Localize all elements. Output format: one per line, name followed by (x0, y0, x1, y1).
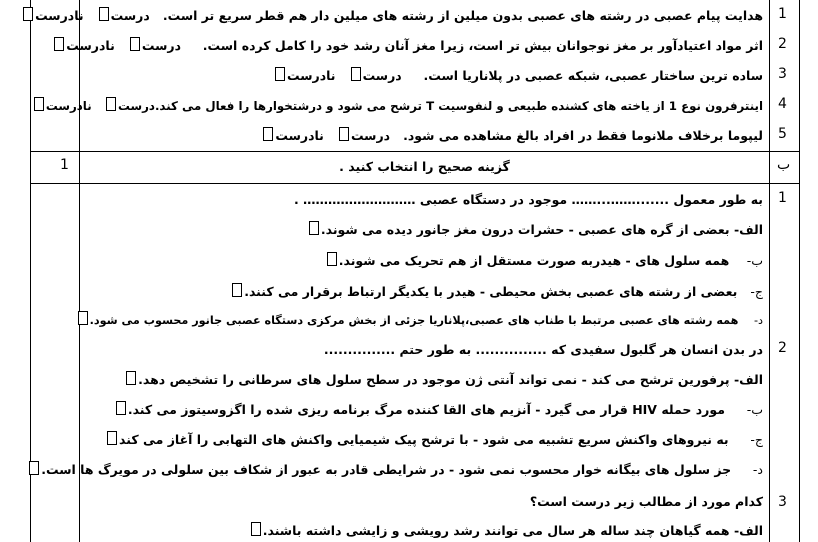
true-label: درست (141, 38, 182, 53)
question-stem: در بدن انسان هر گلبول سفیدی که ............... به طور حتم ............... (323, 342, 763, 357)
option-letter: ج- (750, 432, 763, 447)
false-label: نادرست (286, 68, 336, 83)
option-checkbox[interactable] (309, 221, 319, 235)
true-label: درست (110, 8, 150, 23)
option-checkbox[interactable] (126, 371, 136, 385)
true-false-item (261, 127, 763, 143)
option (76, 311, 763, 327)
option-checkbox[interactable] (29, 461, 39, 475)
option-text: همه سلول های - هیدربه صورت مستقل از هم تحریک می شوند. (338, 253, 730, 268)
option-letter: ب- (746, 253, 763, 268)
option-checkbox[interactable] (327, 252, 337, 266)
item-number: 5 (778, 126, 787, 142)
option-text: به نیروهای واکنش سریع تشبیه می شود - با ترشح پیک شیمیایی واکنش های التهابی را آغاز می کند (119, 432, 729, 447)
true-checkbox[interactable] (351, 67, 361, 81)
option-letter: ج- (750, 284, 763, 299)
option-checkbox[interactable] (232, 283, 242, 297)
option (27, 461, 763, 477)
true-label: درست (362, 68, 402, 83)
option-letter: الف- (733, 523, 763, 538)
false-checkbox[interactable] (54, 37, 64, 51)
item-number: 1 (778, 6, 787, 22)
false-label: نادرست (66, 38, 115, 53)
option-letter: الف- (733, 222, 763, 237)
table-border-right (799, 0, 800, 542)
true-checkbox[interactable] (106, 97, 116, 111)
false-label: نادرست (275, 128, 324, 143)
false-checkbox[interactable] (34, 97, 44, 111)
statement-text: اینترفرون نوع 1 از یاخته های کشنده طبیعی و لنفوسیت T ترشح می شود و درشتخوارها را فعال می کند. (154, 99, 763, 113)
item-number: 4 (778, 96, 787, 112)
option (325, 252, 763, 268)
statement-text: ساده ترین ساختار عصبی، شبکه عصبی در پلاناریا است. (423, 68, 763, 83)
option (114, 401, 763, 417)
option-text: همه گیاهان چند ساله هر سال می توانند رشد رویشی و زایشی داشته باشند. (262, 523, 730, 538)
false-label: نادرست (45, 99, 92, 113)
option (307, 221, 763, 237)
question-stem: کدام مورد از مطالب زیر درست است؟ (529, 494, 763, 509)
true-checkbox[interactable] (130, 37, 140, 51)
option-letter: ب- (746, 402, 763, 417)
option-checkbox[interactable] (251, 522, 261, 536)
option-letter: د- (752, 462, 763, 477)
true-checkbox[interactable] (99, 7, 109, 21)
option (124, 371, 763, 387)
false-checkbox[interactable] (23, 7, 33, 21)
option-text: بعضی از گره های عصبی - حشرات درون مغز جانور دیده می شوند. (320, 222, 730, 237)
option-text: جز سلول های بیگانه خوار محسوب نمی شود - در شرایطی قادر به عبور از شکاف بین سلولی در مویرگ ها است. (41, 462, 732, 477)
item-number: 3 (778, 66, 787, 82)
item-number: 2 (778, 36, 787, 52)
true-false-item (273, 67, 763, 83)
section-title: گزینه صحیح را انتخاب کنید . (339, 159, 510, 174)
section-letter: ب (777, 157, 791, 173)
question-number: 2 (778, 340, 787, 356)
option-checkbox[interactable] (78, 311, 88, 325)
section-score: 1 (60, 157, 69, 173)
statement-text: لیپوما برخلاف ملانوما فقط در افراد بالغ مشاهده می شود. (403, 128, 763, 143)
option-checkbox[interactable] (116, 401, 126, 415)
option-text: همه رشته های عصبی مرتبط با طناب های عصبی،پلاناریا جزئی از بخش مرکزی دستگاه عصبی جانور محسوب می شود. (89, 314, 739, 327)
option-letter: الف- (733, 372, 763, 387)
table-row-divider-b-end (30, 183, 800, 184)
true-checkbox[interactable] (339, 127, 349, 141)
false-label: نادرست (35, 8, 84, 23)
table-divider-number-column (769, 0, 770, 542)
true-false-item (52, 37, 763, 53)
option-text: پرفورین ترشح می کند - نمی تواند آنتی ژن موجود در سطح سلول های سرطانی را تشخیص دهد. (138, 372, 730, 387)
true-label: درست (350, 128, 391, 143)
true-label: درست (118, 99, 155, 113)
option (230, 283, 763, 299)
table-row-divider-b (30, 151, 800, 152)
option (249, 522, 763, 538)
statement-text: هدایت پیام عصبی در رشته های عصبی بدون میلین از رشته های میلین دار هم قطر سریع تر است. (162, 8, 763, 23)
option-checkbox[interactable] (107, 431, 117, 445)
option-text: بعضی از رشته های عصبی بخش محیطی - هیدر با یکدیگر ارتباط برقرار می کنند. (244, 284, 738, 299)
false-checkbox[interactable] (275, 67, 285, 81)
true-false-item (21, 7, 763, 23)
false-checkbox[interactable] (263, 127, 273, 141)
option-text: مورد حمله HIV قرار می گیرد - آنزیم های القا کننده مرگ برنامه ریزی شده را اگزوسیتوز می کند. (127, 402, 725, 417)
option-letter: د- (753, 314, 763, 327)
statement-text: اثر مواد اعتیادآور بر مغز نوجوانان بیش تر است، زیرا مغز آنان رشد خود را کامل کرده است. (202, 38, 763, 53)
question-number: 1 (778, 190, 787, 206)
question-stem: به طور معمول .......……...…… موجود در دستگاه عصبی ……………………… . (293, 192, 763, 207)
question-number: 3 (778, 494, 787, 510)
true-false-item (32, 97, 763, 113)
option (105, 431, 763, 447)
